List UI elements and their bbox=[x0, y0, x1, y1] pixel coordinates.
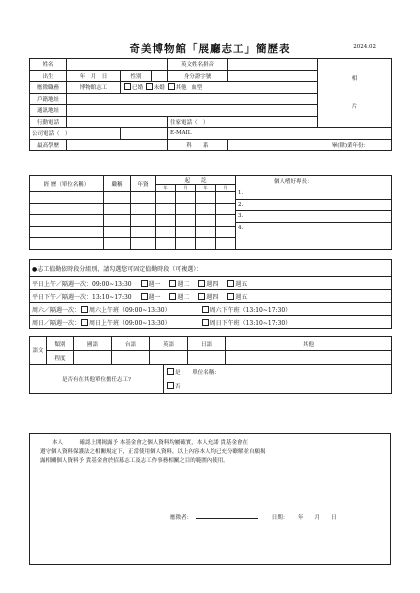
morning-thu-checkbox[interactable] bbox=[198, 280, 205, 287]
language-type-label: 類別 bbox=[47, 337, 74, 351]
afternoon-thu-checkbox[interactable] bbox=[198, 293, 205, 300]
sunday-am-label: 周日上午班（09:00~13:30） bbox=[89, 319, 171, 327]
language-degree-field[interactable] bbox=[150, 351, 188, 365]
name-field[interactable] bbox=[67, 59, 168, 71]
weekday-label: 週二 bbox=[177, 293, 190, 301]
experience-org-header: 經 歷（單位名稱） bbox=[30, 176, 104, 192]
other-unit-no-label: 否 bbox=[175, 384, 181, 390]
skill-line[interactable]: 1. bbox=[236, 188, 391, 200]
photo-box[interactable] bbox=[318, 59, 392, 128]
mobile-label: 行動電話 bbox=[30, 116, 67, 128]
other-checkbox[interactable] bbox=[168, 83, 175, 90]
blood-type-label: 血型 bbox=[191, 85, 203, 92]
morning-tue-checkbox[interactable] bbox=[169, 280, 176, 287]
schedule-table bbox=[29, 259, 392, 329]
sunday-label: 周日／隔週一次： bbox=[32, 319, 81, 327]
saturday-am-label: 周六上午班（09:00~13:30） bbox=[89, 306, 171, 314]
domicile-label: 戶籍地址 bbox=[30, 93, 67, 105]
single-label: 未婚 bbox=[153, 85, 165, 92]
language-col-taiwanese: 台語 bbox=[112, 337, 150, 351]
skills-list bbox=[236, 188, 391, 233]
home-phone-field[interactable]: 住家電話（ ） bbox=[168, 116, 318, 128]
weekday-label: 週五 bbox=[235, 280, 248, 288]
email-field[interactable]: E-MAIL bbox=[168, 128, 392, 140]
afternoon-mon-checkbox[interactable] bbox=[141, 293, 148, 300]
skills-cell bbox=[236, 176, 392, 250]
afternoon-fri-checkbox[interactable] bbox=[227, 293, 234, 300]
language-col-other: 其他 bbox=[226, 337, 392, 351]
photo-label-2: 片 bbox=[351, 104, 358, 110]
other-unit-question: 是否有在其他單位擔任志工? bbox=[30, 365, 164, 394]
office-phone-label: 公司電話（ ） bbox=[30, 128, 121, 140]
form-version-date: 2024.02 bbox=[353, 44, 376, 50]
language-label: 語文 bbox=[30, 337, 47, 365]
other-unit-yes-row bbox=[164, 365, 392, 380]
sign-date-label: 日期： bbox=[271, 515, 289, 521]
saturday-pm-checkbox[interactable] bbox=[202, 306, 209, 313]
birth-label: 出生 bbox=[30, 70, 67, 82]
signature-row bbox=[170, 514, 337, 523]
weekday-afternoon-label: 平日下午／隔週一次：13:10~17:30 bbox=[32, 293, 132, 301]
language-degree-field[interactable] bbox=[188, 351, 226, 365]
position-label: 應徵職務 bbox=[30, 82, 67, 94]
graduation-year-field[interactable]: 畢(肄)業年份： bbox=[228, 139, 392, 151]
declaration-section bbox=[29, 433, 391, 565]
weekday-label: 週五 bbox=[235, 293, 248, 301]
education-field[interactable] bbox=[67, 139, 168, 151]
period-year-end: 年 bbox=[196, 185, 216, 192]
period-year-start: 年 bbox=[156, 185, 176, 192]
mailing-label: 通訊地址 bbox=[30, 105, 67, 117]
weekday-morning-label: 平日上午／隔週一次：09:00~13:30 bbox=[32, 280, 132, 288]
saturday-am-checkbox[interactable] bbox=[81, 306, 88, 313]
other-unit-no-row bbox=[164, 379, 392, 394]
experience-period-header: 起 訖 bbox=[156, 176, 236, 185]
sign-date-field[interactable]: 年 月 日 bbox=[298, 515, 337, 521]
language-table bbox=[29, 336, 392, 365]
sunday-pm-checkbox[interactable] bbox=[202, 319, 209, 326]
language-col-english: 英語 bbox=[150, 337, 188, 351]
form-title: 奇美博物館「展廳志工」簡歷表 bbox=[129, 43, 291, 55]
married-label: 已婚 bbox=[132, 85, 144, 92]
weekday-label: 週四 bbox=[206, 280, 219, 288]
saturday-label: 周六／隔週一次： bbox=[32, 306, 81, 314]
declaration-line-3: 露相關個人資料予 貴基金會於招募志工及志工作事務相關之目的範圍內使用。 bbox=[40, 458, 229, 464]
experience-table bbox=[29, 175, 392, 250]
gender-label: 性別 bbox=[121, 70, 152, 82]
marital-status-options bbox=[121, 82, 318, 94]
gender-field[interactable] bbox=[152, 70, 168, 82]
language-degree-field[interactable] bbox=[112, 351, 150, 365]
skill-line[interactable]: 3. bbox=[236, 211, 391, 223]
photo-label-1: 相 bbox=[351, 76, 358, 82]
single-checkbox[interactable] bbox=[146, 83, 153, 90]
office-phone-field[interactable] bbox=[121, 128, 168, 140]
id-label: 身分證字號 bbox=[168, 70, 228, 82]
mailing-field[interactable] bbox=[67, 105, 318, 117]
schedule-saturday bbox=[30, 303, 392, 316]
other-unit-table bbox=[29, 364, 392, 394]
weekday-label: 週四 bbox=[206, 293, 219, 301]
en-name-label: 英文姓名拼音 bbox=[168, 59, 228, 71]
period-month-end: 月 bbox=[216, 185, 236, 192]
skills-label: 個人嗜好專長： bbox=[274, 179, 313, 185]
other-unit-no-checkbox[interactable] bbox=[167, 382, 174, 389]
birth-field[interactable]: 年 月 日 bbox=[67, 70, 121, 82]
schedule-intro: ●志工值勤依時段分組別，請勾選您可固定值勤時段（可複選）： bbox=[30, 260, 392, 277]
other-unit-yes-label: 是 bbox=[175, 370, 181, 376]
sunday-am-checkbox[interactable] bbox=[81, 319, 88, 326]
schedule-weekday-morning bbox=[30, 277, 392, 290]
weekday-label: 週一 bbox=[148, 280, 161, 288]
morning-fri-checkbox[interactable] bbox=[227, 280, 234, 287]
skill-line[interactable]: 2. bbox=[236, 200, 391, 212]
period-month-start: 月 bbox=[176, 185, 196, 192]
declaration-line-2: 遵守個人資料保護法之相關規定下，正當使用個人資料，以上內容本人均已充分瞭解並自願揭 bbox=[40, 449, 266, 455]
saturday-pm-label: 周六下午班（13:10~17:30） bbox=[209, 306, 292, 314]
applicant-label: 應徵者： bbox=[170, 515, 193, 521]
mobile-field[interactable] bbox=[67, 116, 168, 128]
sunday-pm-label: 周日下午班（13:10~17:30） bbox=[209, 319, 292, 327]
applicant-signature-field[interactable] bbox=[196, 518, 258, 519]
weekday-label: 週一 bbox=[148, 293, 161, 301]
language-degree-label: 程度 bbox=[47, 351, 74, 365]
morning-mon-checkbox[interactable] bbox=[141, 280, 148, 287]
basic-info-table bbox=[29, 58, 392, 151]
department-label: 科 系 bbox=[168, 139, 228, 151]
married-checkbox[interactable] bbox=[124, 83, 131, 90]
afternoon-tue-checkbox[interactable] bbox=[169, 293, 176, 300]
education-label: 最高學歷 bbox=[30, 139, 67, 151]
experience-years-header: 年資 bbox=[131, 176, 156, 192]
weekday-label: 週二 bbox=[177, 280, 190, 288]
skill-line[interactable]: 4. bbox=[238, 224, 244, 231]
name-label: 姓名 bbox=[30, 59, 67, 71]
schedule-weekday-afternoon bbox=[30, 290, 392, 303]
experience-title-header: 職稱 bbox=[104, 176, 131, 192]
declaration-line-1: 本人 確認上開揭露予 本基金會之個人資料均屬確實，本人允諾 貴基金會在 bbox=[52, 440, 248, 446]
language-col-japanese: 日語 bbox=[188, 337, 226, 351]
other-unit-yes-checkbox[interactable] bbox=[167, 368, 174, 375]
language-degree-field[interactable] bbox=[226, 351, 392, 365]
schedule-sunday bbox=[30, 316, 392, 329]
language-degree-field[interactable] bbox=[74, 351, 112, 365]
language-col-mandarin: 國語 bbox=[74, 337, 112, 351]
en-name-field[interactable] bbox=[228, 59, 318, 71]
domicile-field[interactable] bbox=[67, 93, 318, 105]
position-value: 博物館志工 bbox=[67, 82, 121, 94]
id-field[interactable] bbox=[228, 70, 318, 82]
other-label: 其他 bbox=[175, 85, 187, 92]
other-unit-name-label: 單位名稱: bbox=[192, 370, 217, 376]
